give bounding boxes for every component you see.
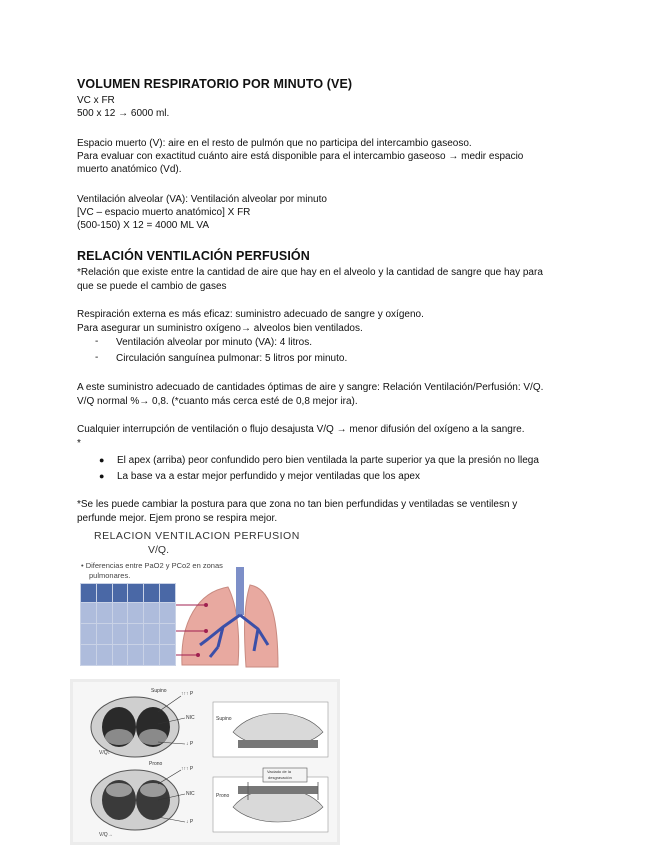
arrow-head [204, 603, 208, 607]
left-lung [182, 587, 239, 665]
box-label: Vaciado de la [267, 769, 291, 774]
text-line: [VC – espacio muerto anatómico] X FR [77, 207, 251, 218]
label-pressure-low: ↓ P [186, 819, 194, 825]
heading-ve: VOLUMEN RESPIRATORIO POR MINUTO (VE) [77, 77, 353, 91]
bullet-icon: ● [99, 455, 105, 465]
dependent-zone [238, 740, 318, 748]
text-line: perfunde mejor. Ejem prono se respira mejor. [77, 513, 278, 524]
bullet-item: El apex (arriba) peor confundido pero bien ventilada la parte superior ya que la presión no llega [117, 455, 539, 466]
label-pressure: ↑↑↑ P [181, 691, 194, 697]
label-pressure-low: ↓ P [186, 741, 194, 747]
text-line: V/Q normal %→ 0,8. (*cuanto más cerca esté de 0,8 mejor ira). [77, 396, 358, 407]
figure-bullet-line: • Diferencias entre PaO2 y PCo2 en zonas [81, 561, 223, 570]
figure-panel [73, 682, 337, 842]
ct-prone-supine-figure [70, 679, 340, 845]
text-line: muerto anatómico (Vd). [77, 164, 182, 175]
vq-slide-figure [78, 527, 300, 670]
text-line: * [77, 438, 81, 449]
bullet-item: La base va a estar mejor perfundido y mejor ventiladas que los apex [117, 471, 420, 482]
dependent-opacity [106, 783, 132, 797]
text-line: Respiración externa es más eficaz: suministro adecuado de sangre y oxígeno. [77, 309, 424, 320]
label-nic: NIC [186, 791, 195, 797]
figure-subtitle: V/Q. [148, 544, 170, 556]
dash-marker: - [95, 336, 99, 347]
bullet-icon: ● [99, 471, 105, 481]
text-line: A este suministro adecuado de cantidades óptimas de aire y sangre: Relación Ventilación/Perfusión: V/Q. [77, 382, 544, 393]
label-supino-diagram: Supino [216, 716, 232, 722]
trachea [236, 567, 244, 615]
label-vq: V/Q↓ [99, 750, 111, 756]
dependent-zone [238, 786, 318, 794]
label-pressure: ↑↑↑ P [181, 766, 194, 772]
heading-vq: RELACIÓN VENTILACIÓN PERFUSIÓN [77, 249, 310, 263]
text-line: Ventilación alveolar (VA): Ventilación alveolar por minuto [77, 194, 327, 205]
arrow-head [196, 653, 200, 657]
dependent-opacity [105, 729, 133, 745]
label-prono: Prono [149, 761, 163, 767]
text-line: Para asegurar un suministro oxígeno→ alveolos bien ventilados. [77, 323, 363, 334]
label-vq: V/Q→ [99, 832, 113, 838]
box-label: desgravación [268, 775, 292, 780]
right-lung [245, 585, 278, 667]
ct-illustration [73, 682, 337, 842]
text-line: que se puede el cambio de gases [77, 281, 227, 292]
figure-bullet-line: pulmonares. [89, 571, 131, 580]
dash-item: Circulación sanguínea pulmonar: 5 litros por minuto. [116, 353, 348, 364]
text-line: Espacio muerto (V): aire en el resto de pulmón que no participa del intercambio gaseoso. [77, 138, 472, 149]
figure-title: RELACION VENTILACION PERFUSION [94, 530, 300, 542]
text-line: *Relación que existe entre la cantidad de aire que hay en el alveolo y la cantidad de sangre que hay para [77, 267, 543, 278]
dash-item: Ventilación alveolar por minuto (VA): 4 litros. [116, 337, 313, 348]
dependent-opacity [140, 783, 166, 797]
text-line: 500 x 12 → 6000 ml. [77, 108, 170, 119]
arrow-head [204, 629, 208, 633]
label-supino: Supino [151, 688, 167, 694]
dash-marker: - [95, 352, 99, 363]
label-prono-diagram: Prono [216, 793, 230, 799]
text-line: Cualquier interrupción de ventilación o flujo desajusta V/Q → menor difusión del oxígeno a la sangre. [77, 424, 525, 435]
text-line: *Se les puede cambiar la postura para que zona no tan bien perfundidas y ventiladas se ventilesn y [77, 499, 518, 510]
text-line: VC x FR [77, 95, 115, 106]
text-line: (500-150) X 12 = 4000 ML VA [77, 220, 210, 231]
text-line: Para evaluar con exactitud cuánto aire está disponible para el intercambio gaseoso → medir espacio [77, 151, 524, 162]
label-nic: NIC [186, 715, 195, 721]
lungs-illustration [78, 527, 278, 670]
